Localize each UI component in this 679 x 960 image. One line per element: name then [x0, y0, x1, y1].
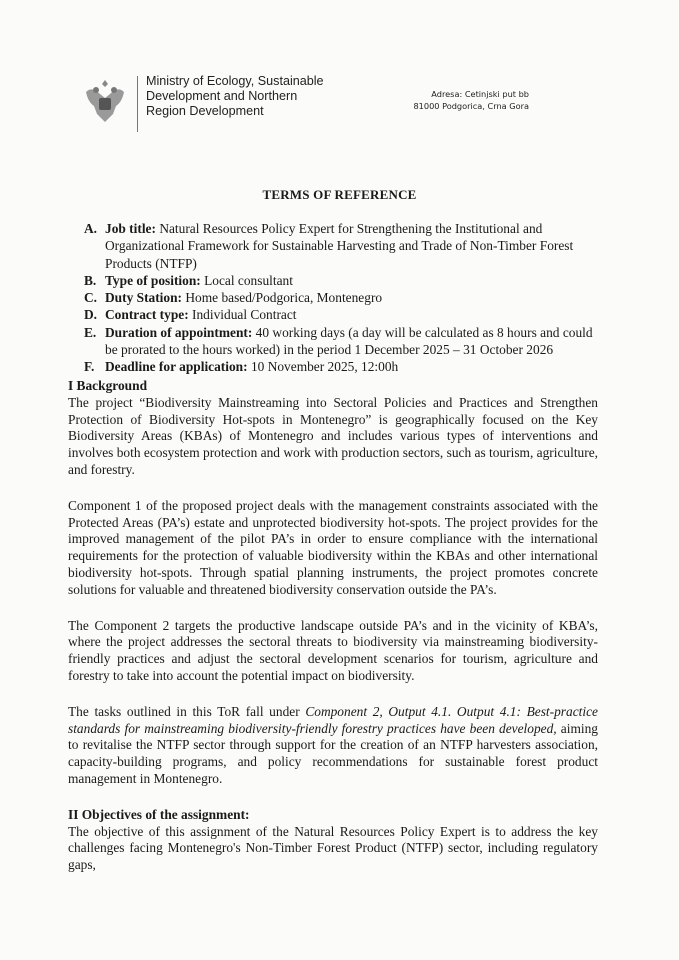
- address: [413, 88, 529, 112]
- item-label: Type of position:: [105, 272, 201, 288]
- background-paragraph: [68, 704, 598, 788]
- address-line: Adresa: Cetinjski put bb: [431, 89, 529, 99]
- ministry-name: [146, 74, 324, 119]
- header-divider: [137, 76, 138, 132]
- objectives-heading: II Objectives of the assignment:: [68, 806, 250, 822]
- item-letter: B.: [84, 272, 97, 288]
- position-details: [84, 220, 604, 376]
- item-label: Duty Station:: [105, 290, 183, 306]
- item-label: Job title:: [105, 221, 156, 236]
- detail-item: [84, 289, 604, 306]
- italic-text: Component 2, Output 4.1. Output 4.1: Best-practice standards for mainstreaming biodiversity-friendly forestry practices have been developed,: [68, 703, 598, 736]
- item-label: Duration of appointment:: [105, 324, 253, 340]
- background-paragraph: The project “Biodiversity Mainstreaming into Sectoral Policies and Practices and Strengthen Protection of Biodiversity Hot-spots in Montenegro” is geographically focused on the Key Biodiversity Areas (KBAs) of Montenegro and includes various types of interventions and involves both ecosystem protection and work with production sectors, such as tourism, agriculture, and forestry.: [68, 394, 598, 477]
- detail-item: [84, 324, 604, 359]
- ministry-line: Development and Northern: [146, 89, 298, 103]
- item-value: Individual Contract: [192, 307, 297, 323]
- background-paragraph: Component 1 of the proposed project deals with the management constraints associated with the Protected Areas (PA’s) estate and unprotected biodiversity hot-spots. The project provides for the improved management of the pilot PA’s in order to ensure compliance with the international requirements for the protection of valuable biodiversity within the KBAs and other international biodiversity hot-spots. Through spatial planning instruments, the project promotes concrete solutions for valuable and threatened biodiversity conservation outside the PA’s.: [68, 497, 598, 597]
- text: aiming to revitalise the NTFP sector through support for the creation of an NTFP harvesters association, capacity-building programs, and policy recommendations for sustainable forest product management in Montenegro.: [68, 720, 598, 786]
- item-value: Natural Resources Policy Expert for Strengthening the Institutional and Organizational Framework for Sustainable Harvesting and Trade of Non-Timber Forest Products (NTFP): [105, 221, 574, 271]
- address-line: 81000 Podgorica, Crna Gora: [413, 101, 529, 111]
- item-value: 10 November 2025, 12:00h: [250, 359, 399, 375]
- item-letter: C.: [84, 290, 98, 306]
- document-title: TERMS OF REFERENCE: [262, 187, 417, 202]
- item-label: Contract type:: [105, 307, 189, 323]
- ministry-line: Region Development: [146, 104, 264, 118]
- detail-item: [84, 358, 604, 375]
- background-paragraph: The Component 2 targets the productive landscape outside PA’s and in the vicinity of KBA’s, where the project addresses the sectoral threats to biodiversity via mainstreaming biodiversity-friendly practices and adjust the sectoral development scenarios for tourism, agriculture and forestry to take into account the potential impact on biodiversity.: [68, 617, 598, 683]
- item-letter: D.: [84, 307, 98, 323]
- background-heading: I Background: [68, 378, 148, 393]
- detail-item: [84, 306, 604, 323]
- detail-item: [84, 272, 604, 289]
- item-value: Home based/Podgorica, Montenegro: [185, 290, 383, 306]
- document-body: [68, 378, 598, 893]
- item-label: Deadline for application:: [105, 359, 248, 375]
- coat-of-arms-icon: [84, 78, 126, 126]
- item-value: Local consultant: [204, 272, 293, 288]
- item-letter: A.: [84, 221, 98, 236]
- item-letter: F.: [84, 359, 95, 375]
- detail-item: [84, 220, 604, 272]
- item-letter: E.: [84, 324, 97, 340]
- objectives-paragraph: The objective of this assignment of the Natural Resources Policy Expert is to address the key challenges facing Montenegro's Non-Timber Forest Product (NTFP) sector, including regulatory gaps,: [68, 823, 598, 873]
- item-value: 40 working days (a day will be calculated as 8 hours and could be prorated to the hours worked) in the period 1 December 2025 – 31 October 2026: [105, 324, 593, 358]
- ministry-line: Ministry of Ecology, Sustainable: [146, 74, 324, 88]
- text: The tasks outlined in this ToR fall under: [68, 703, 306, 719]
